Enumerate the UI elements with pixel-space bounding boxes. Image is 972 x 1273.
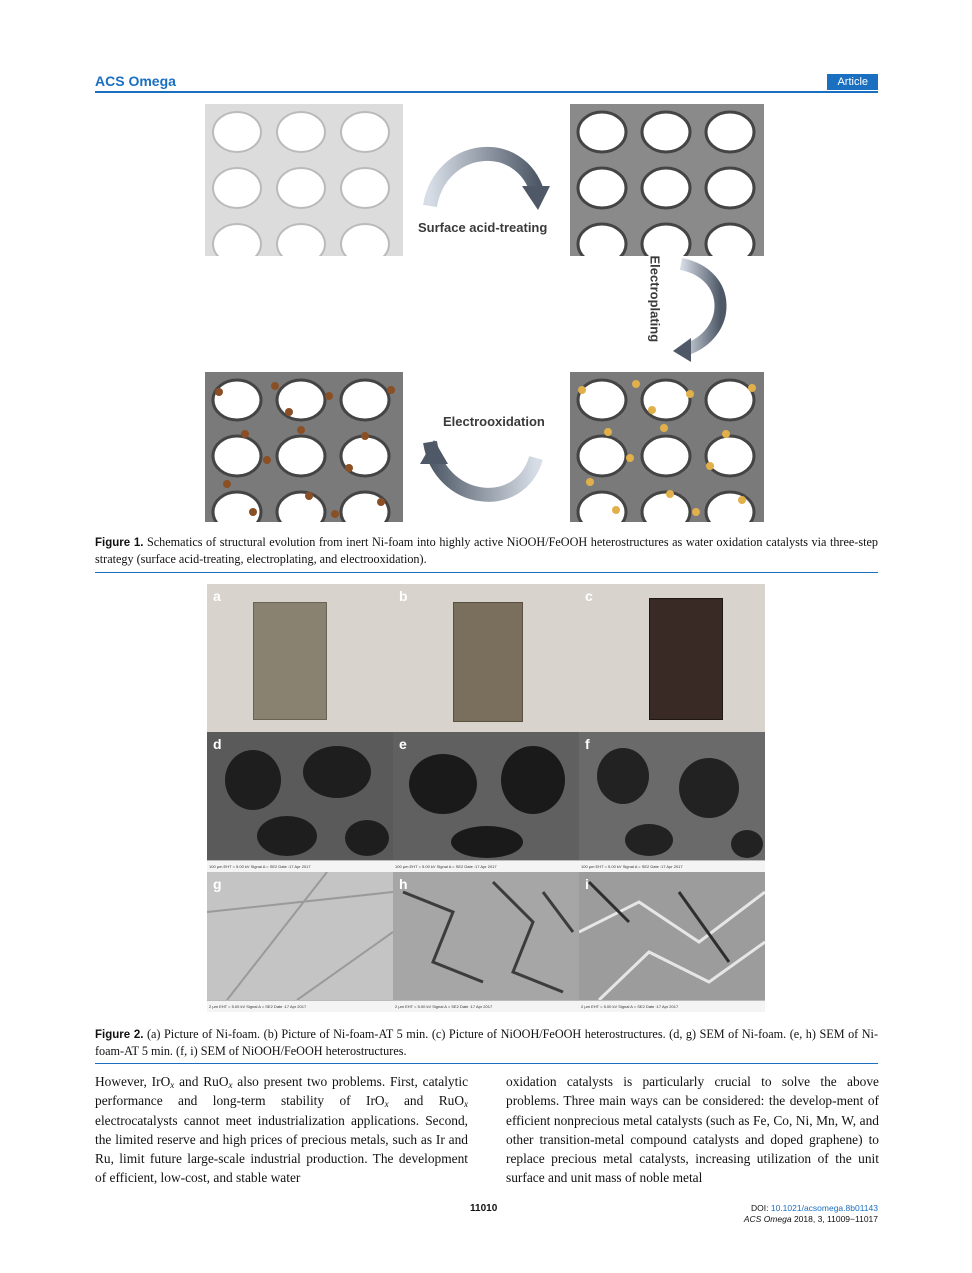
panel-letter-c: c xyxy=(585,588,593,604)
header-rule xyxy=(95,91,878,93)
panel-letter-i: i xyxy=(585,876,589,892)
photo-niooh-feooh xyxy=(579,584,765,732)
panel-letter-a: a xyxy=(213,588,221,604)
sem-info-bar: 2 μm EHT = 5.00 kV Signal A = SE2 Date :17 Apr 2017 xyxy=(393,1000,579,1012)
body-text: and RuO xyxy=(174,1074,229,1089)
acid-treated-foam-schematic xyxy=(570,104,764,256)
sem-ni-foam-high xyxy=(207,872,393,1012)
subscript: x xyxy=(228,1080,233,1090)
body-text: However, IrO xyxy=(95,1074,171,1089)
acid-treating-arrow xyxy=(420,134,550,214)
sem-ni-foam-low xyxy=(207,732,393,872)
body-text: also present two problems. First, catalytic performance and long-term stability of IrO xyxy=(95,1074,469,1109)
body-text: and RuO xyxy=(388,1093,465,1109)
panel-letter-e: e xyxy=(399,736,407,752)
body-text: electrocatalysts cannot meet industrialization applications. Second, the limited reserve and high prices of precious metals, such as Ir and Ru, limit future large-scale industrial production. The development of efficient, low-cost, and stable water xyxy=(95,1112,468,1186)
figure-1-rule xyxy=(95,572,878,573)
subscript: x xyxy=(464,1099,469,1110)
citation-details: 2018, 3, 11009−11017 xyxy=(791,1214,878,1224)
figure-1-caption xyxy=(95,535,878,567)
page-number: 11010 xyxy=(470,1203,498,1214)
panel-letter-d: d xyxy=(213,736,222,752)
figure-1-caption-label: Figure 1. xyxy=(95,537,144,549)
body-text-left-column xyxy=(95,1072,468,1188)
sem-niooh-feooh-low xyxy=(579,732,765,872)
photo-ni-foam xyxy=(207,584,393,732)
figure-2-caption-label: Figure 2. xyxy=(95,1029,144,1041)
sem-info-bar: 100 μm EHT = 5.00 kV Signal A = SE2 Date :17 Apr 2017 xyxy=(207,860,393,872)
panel-letter-h: h xyxy=(399,876,408,892)
panel-letter-g: g xyxy=(213,876,222,892)
sem-niooh-feooh-high xyxy=(579,872,765,1012)
sem-info-bar: 100 μm EHT = 5.00 kV Signal A = SE2 Date :17 Apr 2017 xyxy=(579,860,765,872)
figure-2 xyxy=(207,584,765,1012)
electroplating-arrow xyxy=(673,254,733,364)
figure-2-rule xyxy=(95,1063,878,1064)
figure-2-caption-text: (a) Picture of Ni-foam. (b) Picture of Ni-foam-AT 5 min. (c) Picture of NiOOH/FeOOH heterostructures. (d, g) SEM of Ni-foam. (e, h) SEM of Ni-foam-AT 5 min. (f, i) SEM of NiOOH/FeOOH heterostructures. xyxy=(95,1027,879,1058)
citation-journal: ACS Omega xyxy=(743,1214,792,1224)
sem-ni-foam-at-low xyxy=(393,732,579,872)
article-type-badge: Article xyxy=(827,74,878,90)
doi-prefix: DOI: xyxy=(751,1203,771,1213)
doi-link[interactable]: 10.1021/acsomega.8b01143 xyxy=(770,1203,878,1213)
niooh-feooh-foam-schematic xyxy=(205,372,403,522)
figure-1 xyxy=(205,104,770,522)
body-text-right-column: oxidation catalysts is particularly crucial to solve the above problems. Three main ways can be considered: the develop-ment of efficient nonprecious metal catalysts (such as Fe, Co, Ni, Mn, W, and other transition-metal compound catalysts and doped graphene) to replace precious metal catalysts, increasing utilization of the unit surface and unit mass of noble metal xyxy=(506,1074,879,1186)
electrooxidation-label: Electrooxidation xyxy=(443,414,545,429)
figure-1-caption-text: Schematics of structural evolution from inert Ni-foam into highly active NiOOH/FeOOH heterostructures as water oxidation catalysts via three-step strategy (surface acid-treating, electroplating, and electrooxidation). xyxy=(95,535,878,566)
journal-name[interactable]: ACS Omega xyxy=(95,73,176,89)
sem-info-bar: 100 μm EHT = 5.00 kV Signal A = SE2 Date :17 Apr 2017 xyxy=(393,860,579,872)
ni-foam-schematic xyxy=(205,104,403,256)
footer-citation xyxy=(744,1203,878,1225)
figure-2-caption xyxy=(95,1027,878,1059)
electroplated-foam-schematic xyxy=(570,372,764,522)
page-header xyxy=(95,72,878,92)
subscript: x xyxy=(384,1099,389,1110)
sem-info-bar: 2 μm EHT = 5.00 kV Signal A = SE2 Date :17 Apr 2017 xyxy=(579,1000,765,1012)
sem-info-bar: 2 μm EHT = 5.00 kV Signal A = SE2 Date :17 Apr 2017 xyxy=(207,1000,393,1012)
subscript: x xyxy=(170,1080,175,1090)
panel-letter-b: b xyxy=(399,588,408,604)
sem-ni-foam-at-high xyxy=(393,872,579,1012)
panel-letter-f: f xyxy=(585,736,590,752)
photo-ni-foam-at xyxy=(393,584,579,732)
acid-treating-label: Surface acid-treating xyxy=(418,220,548,235)
electrooxidation-arrow xyxy=(420,434,550,514)
electroplating-label: Electroplating xyxy=(647,255,663,343)
